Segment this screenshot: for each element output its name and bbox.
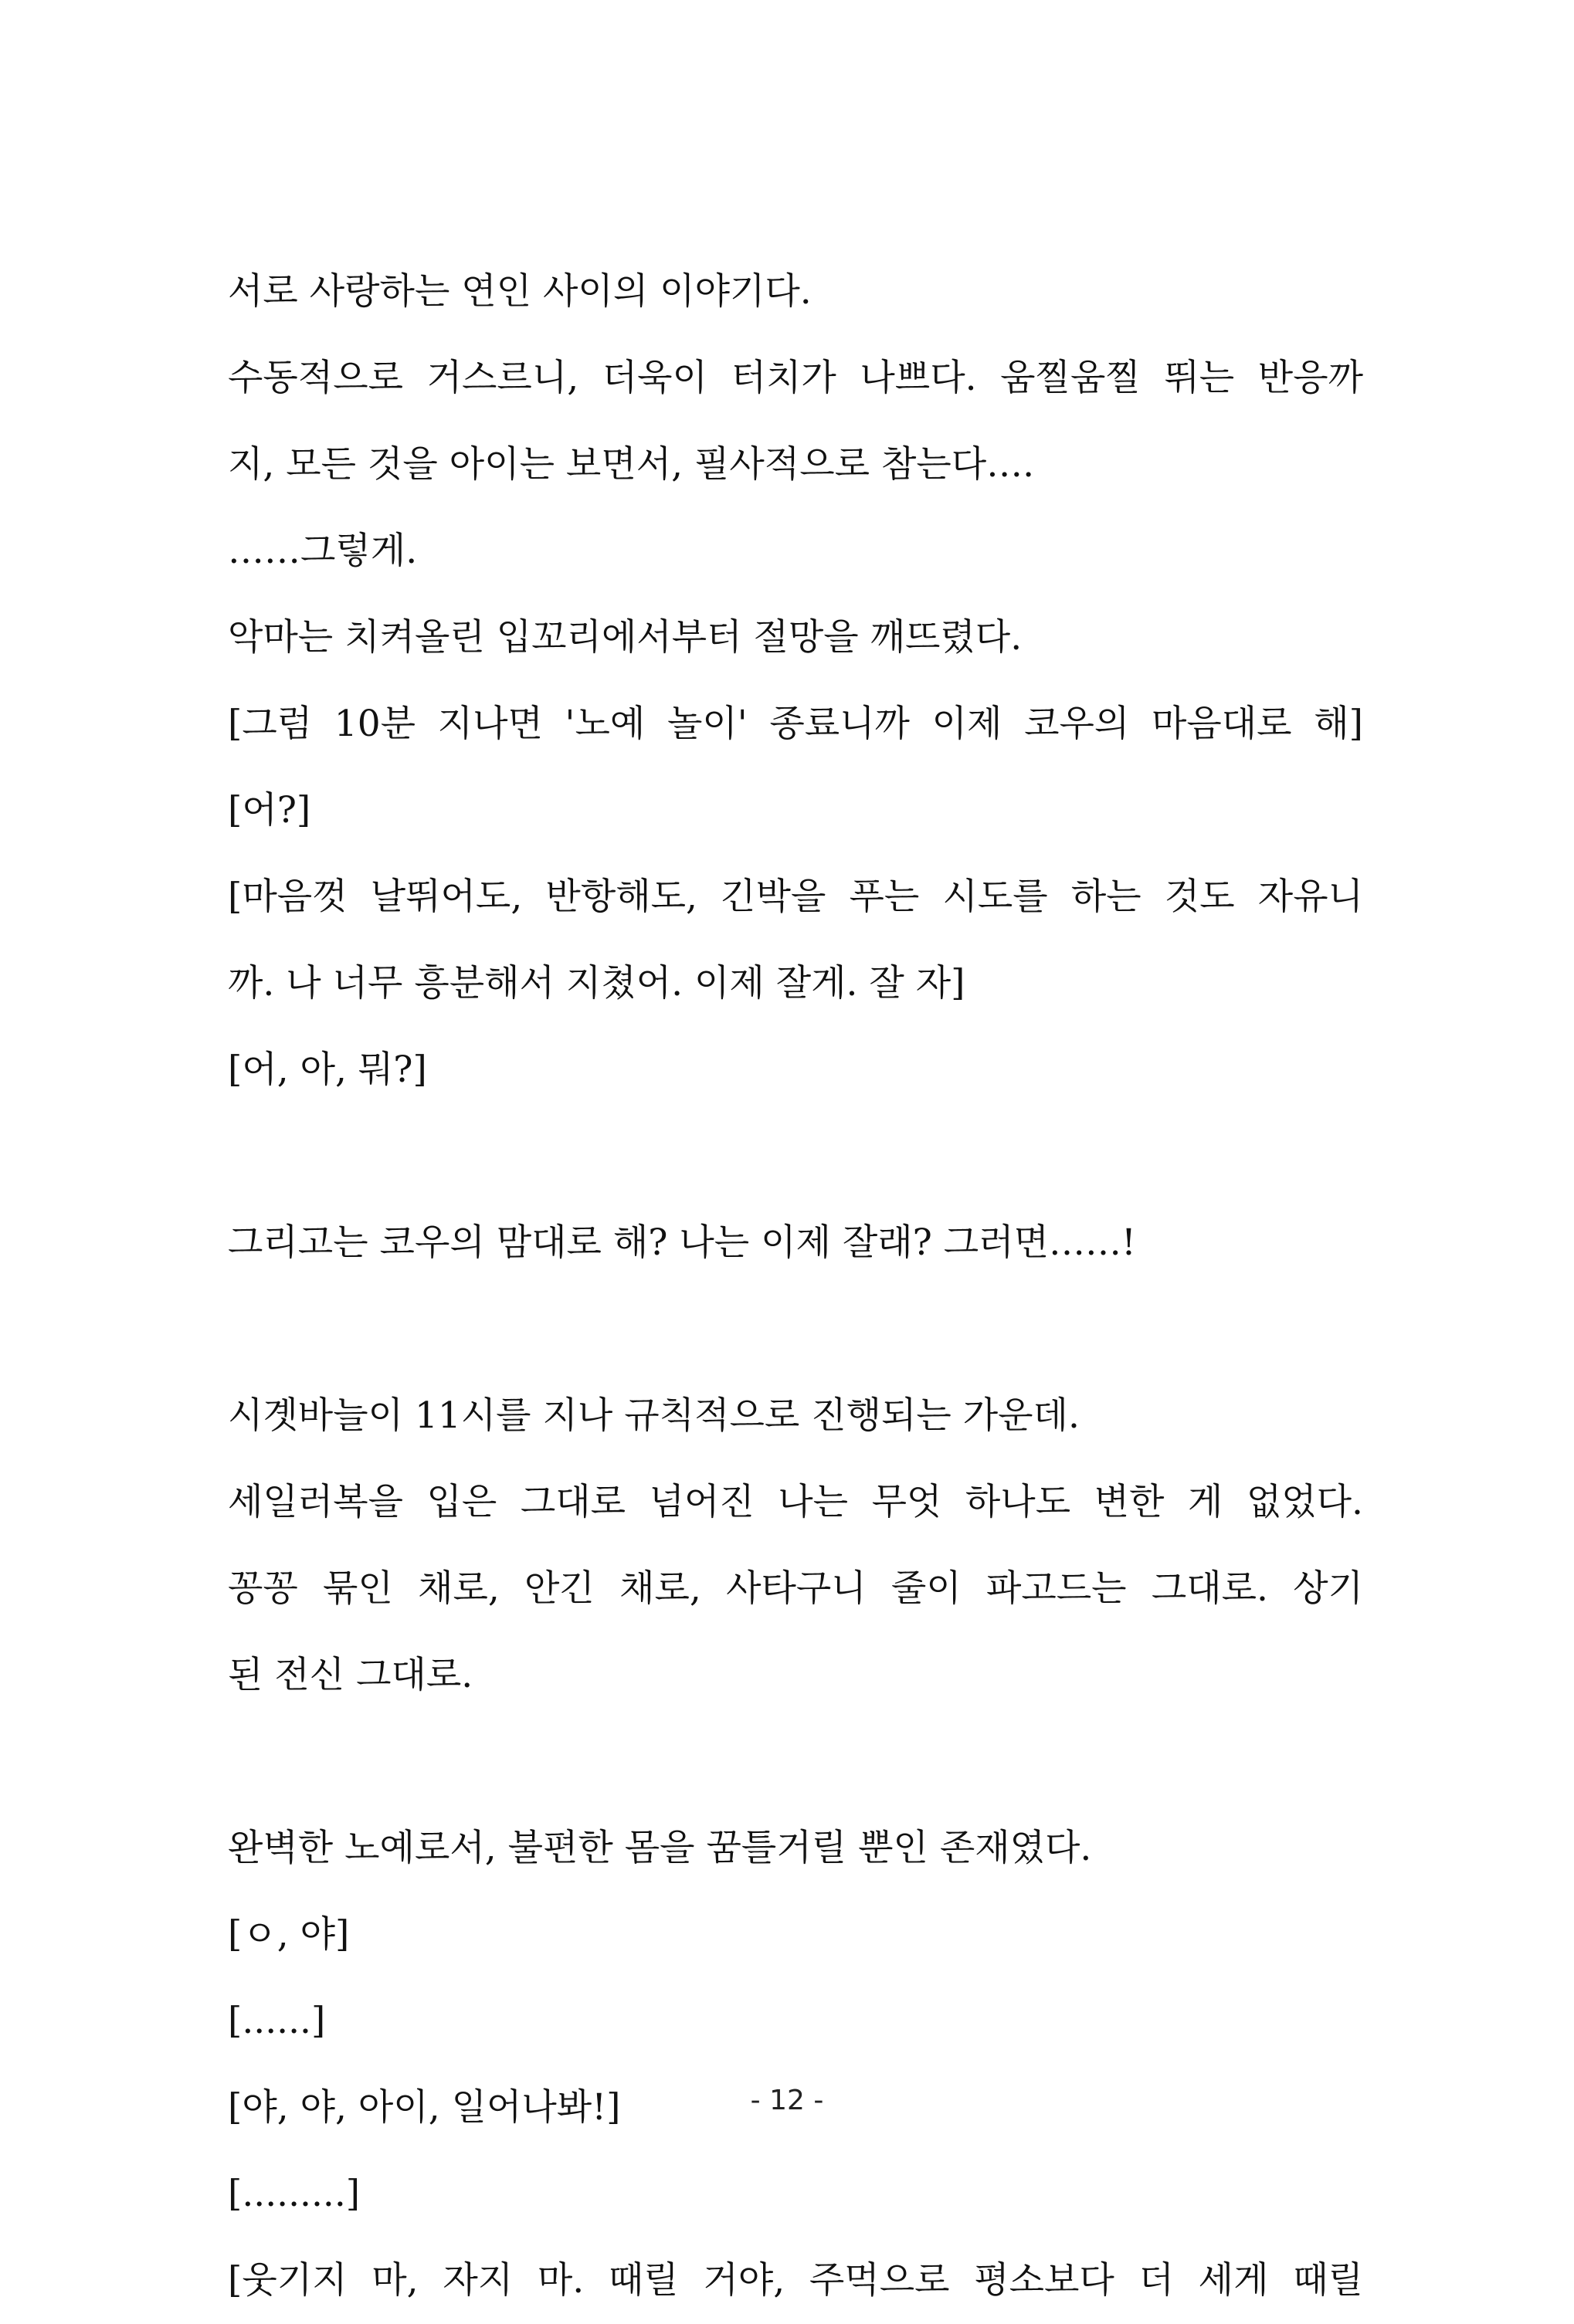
blank-line xyxy=(228,1113,1363,1200)
body-line: 지, 모든 것을 아이는 보면서, 필사적으로 참는다…. xyxy=(228,443,1035,486)
body-line: [ㅇ, 야] xyxy=(228,1913,350,1956)
body-line: 된 전신 그대로. xyxy=(228,1654,473,1696)
page-number: - 12 - xyxy=(750,2085,824,2116)
body-line: [웃기지 마, 자지 마. 때릴 거야, 주먹으로 평소보다 더 세게 때릴 xyxy=(228,2259,1363,2302)
body-line: [마음껏 날뛰어도, 반항해도, 긴박을 푸는 시도를 하는 것도 자유니 xyxy=(228,876,1363,918)
body-line: [야, 야, 아이, 일어나봐!] xyxy=(228,2086,621,2129)
body-line: 서로 사랑하는 연인 사이의 이야기다. xyxy=(228,270,812,313)
body-line: 세일러복을 입은 그대로 넘어진 나는 무엇 하나도 변한 게 없었다. xyxy=(228,1481,1363,1523)
body-line: [어, 아, 뭐?] xyxy=(228,1049,427,1091)
body-line: [어?] xyxy=(228,789,311,832)
body-line: 그리고는 코우의 맘대로 해? 나는 이제 잘래? 그러면……! xyxy=(228,1221,1136,1264)
body-line: [.........] xyxy=(228,2173,361,2215)
body-line: 꽁꽁 묶인 채로, 안긴 채로, 사타구니 줄이 파고드는 그대로. 상기 xyxy=(228,1567,1363,1610)
body-line: 수동적으로 거스르니, 더욱이 터치가 나쁘다. 움찔움찔 뛰는 반응까 xyxy=(228,357,1363,399)
blank-line xyxy=(228,1719,1363,1805)
blank-line xyxy=(228,1286,1363,1373)
body-line: 완벽한 노예로서, 불편한 몸을 꿈틀거릴 뿐인 존재였다. xyxy=(228,1827,1092,1869)
document-body xyxy=(228,249,1363,2324)
body-line: [......] xyxy=(228,2000,326,2042)
body-line: [그럼 10분 지나면 '노예 놀이' 종료니까 이제 코우의 마음대로 해] xyxy=(228,703,1363,745)
body-line: 악마는 치켜올린 입꼬리에서부터 절망을 깨뜨렸다. xyxy=(228,616,1023,659)
body-line: ……그렇게. xyxy=(228,530,418,572)
body-line: 시곗바늘이 11시를 지나 규칙적으로 진행되는 가운데. xyxy=(228,1394,1080,1437)
body-line: 까. 나 너무 흥분해서 지쳤어. 이제 잘게. 잘 자] xyxy=(228,962,965,1004)
